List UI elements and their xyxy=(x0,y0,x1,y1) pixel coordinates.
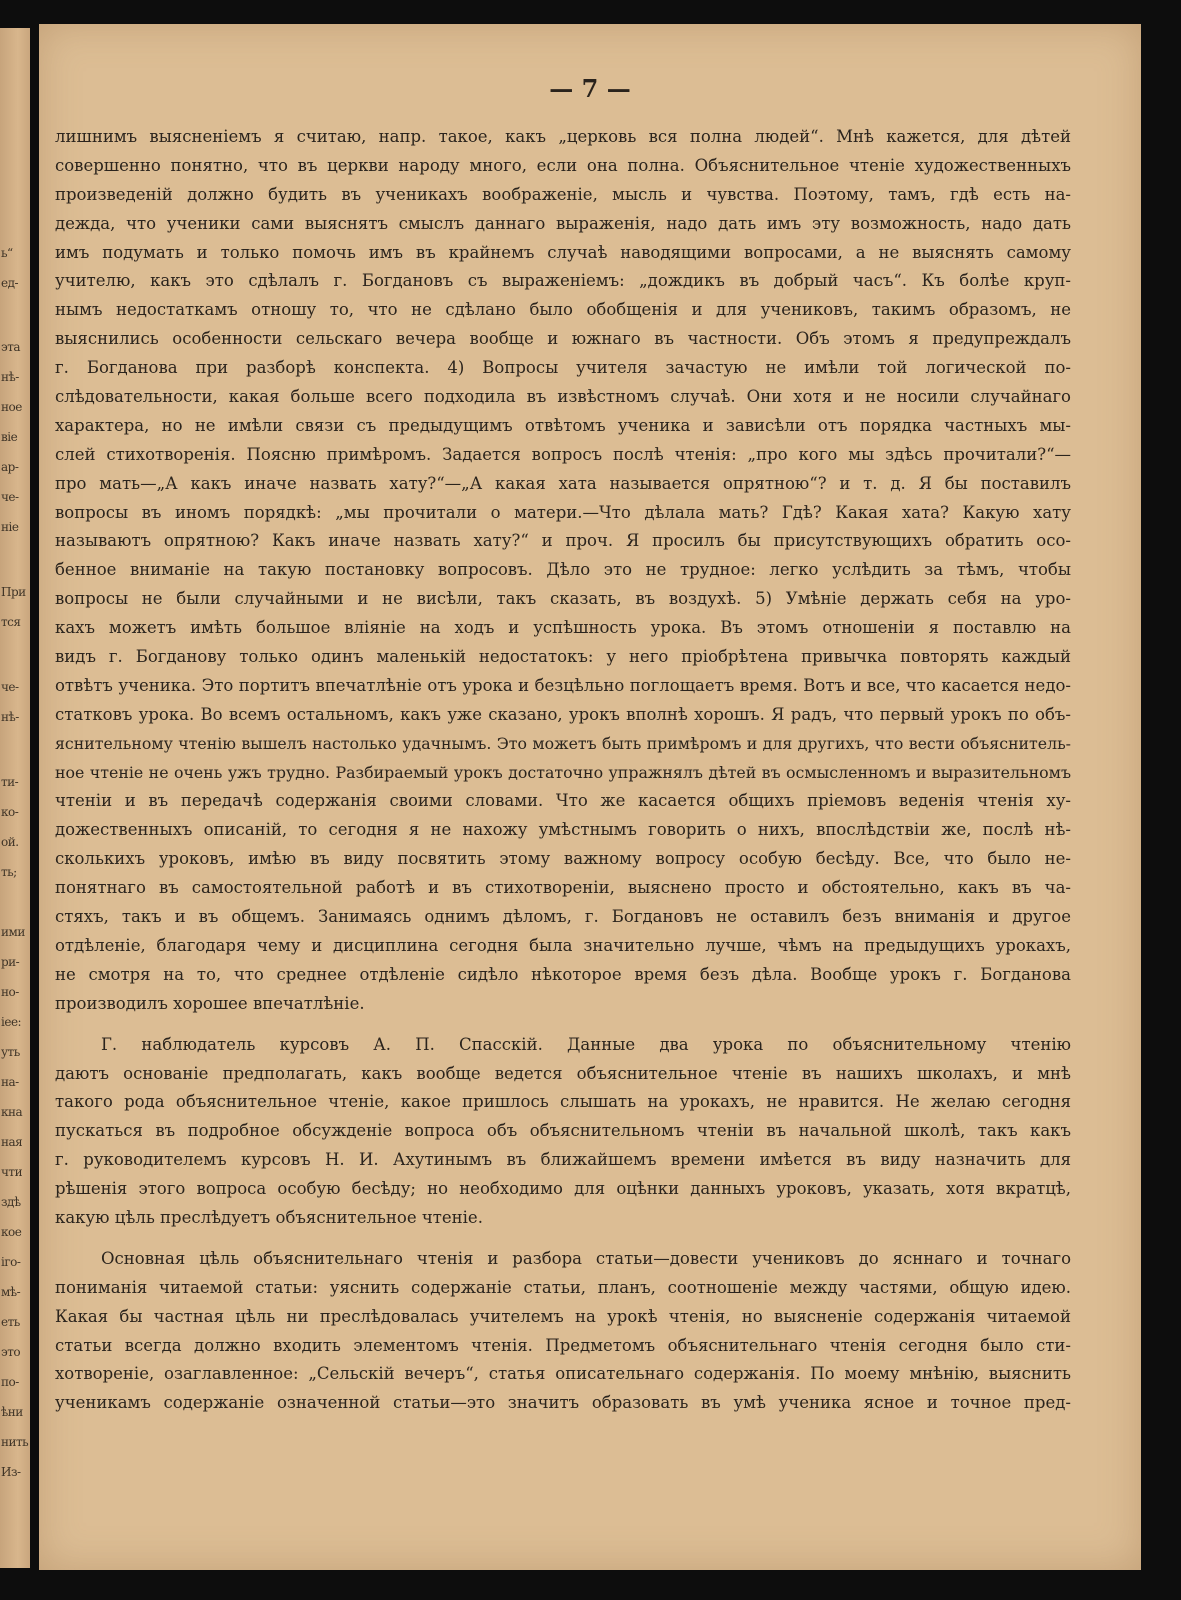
previous-page-fragment: кое xyxy=(1,1225,22,1239)
page xyxy=(39,24,1141,1570)
text-line: Г. наблюдатель курсовъ А. П. Спасскій. Данные два урока по объяснительному чтенію xyxy=(101,1034,1071,1054)
text-line: Какая бы частная цѣль ни преслѣдовалась учителемъ на урокѣ чтенія, но выясненіе содержанія читаемой xyxy=(55,1306,1071,1326)
previous-page-edge xyxy=(0,28,30,1568)
text-line: характера, но не имѣли связи съ предыдущимъ отвѣтомъ ученика и зависѣли отъ порядка частныхъ мы- xyxy=(55,415,1071,435)
previous-page-fragment: ко- xyxy=(1,805,19,819)
text-line: видъ г. Богданову только одинъ маленькій недостатокъ: у него пріобрѣтена привычка повторять каждый xyxy=(55,647,1071,667)
previous-page-fragment: ой. xyxy=(1,835,19,849)
text-line: учителю, какъ это сдѣлалъ г. Богдановъ съ выраженіемъ: „дождикъ въ добрый часъ“. Къ болѣе круп- xyxy=(55,271,1071,291)
previous-page-fragment: ри- xyxy=(1,955,20,969)
text-line: статьи всегда должно входить элементомъ чтенія. Предметомъ объяснительнаго чтенія сегодня было сти- xyxy=(55,1335,1071,1355)
previous-page-fragment: ніе xyxy=(1,520,19,534)
previous-page-fragment: еть xyxy=(1,1315,20,1329)
text-line: про мать—„А какъ иначе назвать хату?“—„А какая хата называется опрятною“? и т. д. Я бы поставилъ xyxy=(55,473,1071,493)
text-line: пониманія читаемой статьи: уяснить содержаніе статьи, планъ, соотношеніе между частями, общую идею. xyxy=(55,1277,1071,1297)
previous-page-fragment: іго- xyxy=(1,1255,21,1269)
text-line: совершенно понятно, что въ церкви народу много, если она полна. Объяснительное чтеніе художественныхъ xyxy=(55,155,1071,175)
text-line: сколькихъ уроковъ, имѣю въ виду посвятить этому важному вопросу особую бесѣду. Все, что было не- xyxy=(55,849,1071,869)
text-line: Основная цѣль объяснительнаго чтенія и разбора статьи—довести учениковъ до ясннаго и точнаго xyxy=(101,1248,1071,1268)
previous-page-fragment: кна xyxy=(1,1105,23,1119)
paragraph xyxy=(55,1245,1071,1418)
previous-page-fragment: нѣ- xyxy=(1,710,19,724)
text-line: такого рода объяснительное чтеніе, какое пришлось слышать на урокахъ, не нравится. Не желаю сегодня xyxy=(55,1092,1071,1112)
previous-page-fragment: че- xyxy=(1,490,19,504)
text-line: ученикамъ содержаніе означенной статьи—это значитъ образовать въ умѣ ученика ясное и точное пред- xyxy=(55,1393,1071,1413)
text-line: называютъ опрятною? Какъ иначе назвать хату?“ и проч. Я просилъ бы присутствующихъ обратить осо- xyxy=(55,531,1071,551)
text-line: производилъ хорошее впечатлѣніе. xyxy=(55,993,365,1013)
previous-page-fragment: віе xyxy=(1,430,18,444)
text-line: имъ подумать и только помочь имъ въ крайнемъ случаѣ наводящими вопросами, а не выяснять самому xyxy=(55,242,1071,262)
previous-page-fragment: по- xyxy=(1,1375,19,1389)
previous-page-fragment: ими xyxy=(1,925,25,939)
text-line: кахъ можетъ имѣть большое вліяніе на ходъ и успѣшность урока. Въ этомъ отношеніи я поставлю на xyxy=(55,618,1071,638)
previous-page-fragment: это xyxy=(1,1345,21,1359)
text-line: дожественныхъ описаній, то сегодня я не нахожу умѣстнымъ говорить о нихъ, впослѣдствіи же, послѣ нѣ- xyxy=(55,820,1071,840)
text-line: понятнаго въ самостоятельной работѣ и въ стихотвореніи, выяснено просто и обстоятельно, какъ въ ча- xyxy=(55,878,1071,898)
paragraph xyxy=(55,123,1071,1019)
previous-page-fragment: уть xyxy=(1,1045,20,1059)
text-line: нымъ недостаткамъ отношу то, что не сдѣлано было обобщенія и для учениковъ, такимъ образомъ, не xyxy=(55,300,1071,320)
text-line: выяснились особенности сельскаго вечера вообще и южнаго въ частности. Объ этомъ я предупреждалъ xyxy=(55,329,1071,349)
previous-page-fragment: здѣ xyxy=(1,1195,21,1209)
text-line: слѣдовательности, какая больше всего подходила въ извѣстномъ случаѣ. Они хотя и не носили случайнаго xyxy=(55,387,1071,407)
previous-page-fragment: на- xyxy=(1,1075,19,1089)
previous-page-fragment: чти xyxy=(1,1165,23,1179)
text-line: отдѣленіе, благодаря чему и дисциплина сегодня была значительно лучше, чѣмъ на предыдущихъ урокахъ, xyxy=(55,935,1071,955)
text-line: произведеній должно будить въ ученикахъ воображеніе, мысль и чувства. Поэтому, тамъ, гдѣ есть на- xyxy=(55,184,1071,204)
previous-page-fragment: ь“ xyxy=(1,246,13,260)
previous-page-fragment: ед- xyxy=(1,276,19,290)
text-line: слей стихотворенія. Поясню примѣромъ. Задается вопросъ послѣ чтенія: „про кого мы здѣсь прочитали?“— xyxy=(55,444,1071,464)
previous-page-fragment: эта xyxy=(1,340,21,354)
previous-page-fragment: ть; xyxy=(1,865,17,879)
previous-page-fragment: ная xyxy=(1,1135,23,1149)
previous-page-fragment: ти- xyxy=(1,775,19,789)
page-number: — 7 — xyxy=(549,74,631,103)
text-line: бенное вниманіе на такую постановку вопросовъ. Дѣло это не трудное: легко услѣдить за тѣмъ, чтобы xyxy=(55,560,1071,580)
previous-page-fragment: ар- xyxy=(1,460,19,474)
text-line: пускаться въ подробное обсужденіе вопроса объ объяснительномъ чтеніи въ начальной школѣ, такъ какъ xyxy=(55,1121,1071,1141)
previous-page-fragment: ѣни xyxy=(1,1405,23,1419)
text-line: лишнимъ выясненіемъ я считаю, напр. такое, какъ „церковь вся полна людей“. Мнѣ кажется, для дѣтей xyxy=(55,127,1071,146)
text-line: отвѣтъ ученика. Это портитъ впечатлѣніе отъ урока и безцѣльно поглощаетъ время. Вотъ и все, что касается недо- xyxy=(55,675,1071,695)
previous-page-fragment: ное xyxy=(1,400,22,414)
page-body xyxy=(55,123,1071,1418)
text-line: яснительному чтенію вышелъ настолько удачнымъ. Это можетъ быть примѣромъ и для другихъ, что вести объяснитель- xyxy=(55,733,1071,753)
text-line: не смотря на то, что среднее отдѣленіе сидѣло нѣкоторое время безъ дѣла. Вообще урокъ г. Богданова xyxy=(55,964,1071,984)
text-line: хотвореніе, озаглавленное: „Сельскій вечеръ“, статья описательнаго содержанія. По моему мнѣнію, выяснить xyxy=(55,1364,1071,1384)
previous-page-fragment: нить xyxy=(1,1435,29,1449)
text-line: дежда, что ученики сами выяснятъ смыслъ даннаго выраженія, надо дать имъ эту возможность, надо дать xyxy=(55,213,1071,233)
text-line: вопросы въ иномъ порядкѣ: „мы прочитали о матери.—Что дѣлала мать? Гдѣ? Какая хата? Какую хату xyxy=(55,502,1071,522)
previous-page-fragment: іее: xyxy=(1,1015,22,1029)
text-line: стяхъ, такъ и въ общемъ. Занимаясь однимъ дѣломъ, г. Богдановъ не оставилъ безъ вниманія и другое xyxy=(55,907,1071,927)
previous-page-fragment: но- xyxy=(1,985,19,999)
text-line: г. Богданова при разборѣ конспекта. 4) Вопросы учителя зачастую не имѣли той логической по- xyxy=(55,358,1071,378)
text-line: статковъ урока. Во всемъ остальномъ, какъ уже сказано, урокъ вполнѣ хорошъ. Я радъ, что первый урокъ по объ- xyxy=(55,704,1071,724)
previous-page-fragment: нѣ- xyxy=(1,370,19,384)
text-line: ное чтеніе не очень ужъ трудно. Разбираемый урокъ достаточно упражнялъ дѣтей въ осмысленномъ и выразительномъ xyxy=(55,762,1071,782)
previous-page-fragment: При xyxy=(1,585,26,599)
text-line: какую цѣль преслѣдуетъ объяснительное чтеніе. xyxy=(55,1207,483,1227)
previous-page-fragment: Из- xyxy=(1,1465,21,1479)
text-line: чтеніи и въ передачѣ содержанія своими словами. Что же касается общихъ пріемовъ веденія чтенія ху- xyxy=(55,791,1071,811)
previous-page-fragment: тся xyxy=(1,615,21,629)
text-line: г. руководителемъ курсовъ Н. И. Ахутинымъ въ ближайшемъ времени имѣется въ виду назначить для xyxy=(55,1150,1071,1170)
text-line: вопросы не были случайными и не висѣли, такъ сказать, въ воздухѣ. 5) Умѣніе держать себя на уро- xyxy=(55,589,1071,609)
text-line: рѣшенія этого вопроса особую бесѣду; но необходимо для оцѣнки данныхъ уроковъ, указать, хотя вкратцѣ, xyxy=(55,1179,1071,1199)
previous-page-fragment: мѣ- xyxy=(1,1285,21,1299)
previous-page-fragment: че- xyxy=(1,680,19,694)
text-line: даютъ основаніе предполагать, какъ вообще ведется объяснительное чтеніе въ нашихъ школахъ, и мнѣ xyxy=(55,1063,1071,1083)
paragraph xyxy=(55,1031,1071,1233)
